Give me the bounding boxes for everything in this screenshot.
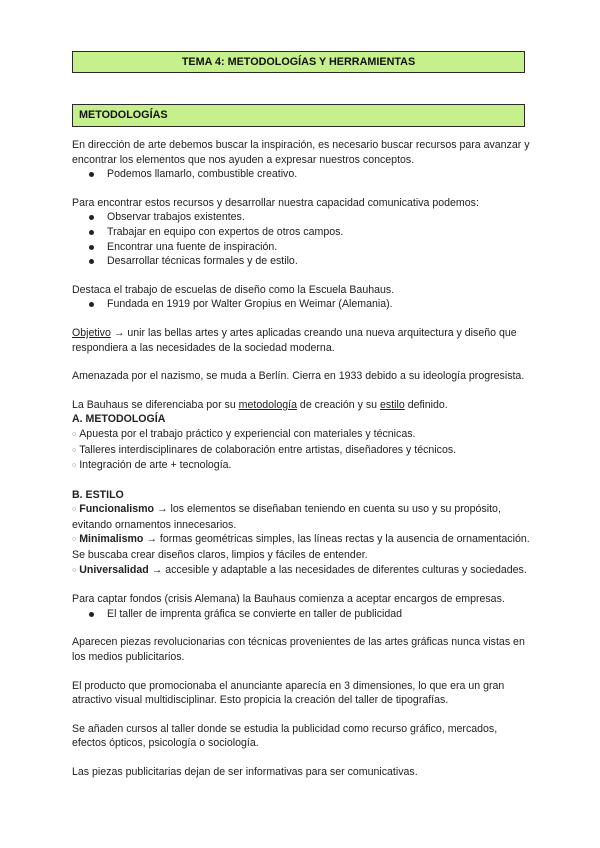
list-item: Fundada en 1919 por Walter Gropius en Weimar (Alemania).	[72, 297, 532, 312]
list-item: Podemos llamarlo, combustible creativo.	[72, 167, 532, 182]
circle-bullet-icon: ○	[72, 566, 77, 574]
bullet-icon	[89, 215, 94, 220]
section-heading: METODOLOGÍAS	[72, 104, 525, 127]
paragraph-inspiracion: En dirección de arte debemos buscar la inspiración, es necesario buscar recursos para avanzar y encontrar los elementos que nos ayuden a expresar nuestros conceptos.	[72, 139, 530, 166]
arrow-icon: →	[146, 533, 157, 546]
circle-bullet-icon: ○	[72, 446, 77, 454]
list-item: Observar trabajos existentes.	[72, 210, 532, 225]
subheading-metodologia: A. METODOLOGÍA	[72, 413, 166, 426]
list-item: ○ Talleres interdisciplinares de colaboración entre artistas, diseñadores y técnicos.	[72, 443, 457, 456]
paragraph-producto: El producto que promocionaba el anunciante aparecía en 3 dimensiones, lo que era un gran atractivo visual multidisciplinar. Esto propicia la creación del taller de tipografías.	[72, 679, 505, 707]
paragraph-cursos: Se añaden cursos al taller donde se estudia la publicidad como recurso gráfico, mercados, efectos ópticos, psicología o sociología.	[72, 722, 498, 750]
bullet-list-2	[72, 210, 532, 268]
list-item: Trabajar en equipo con expertos de otros campos.	[72, 225, 532, 240]
paragraph-piezas: Aparecen piezas revolucionarias con técnicas provenientes de las artes gráficas nunca vistas en los medios publicitarios.	[72, 636, 525, 664]
paragraph-nazismo: Amenazada por el nazismo, se muda a Berlín. Cierra en 1933 debido a su ideología progresista.	[72, 370, 525, 383]
list-item: ○ Funcionalismo → los elementos se diseñaban teniendo en cuenta su uso y su propósito, evitando ornamentos innecesarios.	[72, 503, 501, 531]
list-item: El taller de imprenta gráfica se convierte en taller de publicidad	[72, 607, 532, 622]
list-item: ○ Universalidad → accesible y adaptable a las necesidades de diferentes culturas y sociedades.	[72, 563, 527, 576]
paragraph-comunicativas: Las piezas publicitarias dejan de ser informativas para ser comunicativas.	[72, 766, 418, 778]
bullet-list-4	[72, 607, 532, 622]
list-item: ○ Integración de arte + tecnología.	[72, 459, 232, 472]
bullet-icon	[89, 172, 94, 177]
arrow-icon: →	[156, 503, 168, 516]
bullet-icon	[89, 612, 94, 617]
objetivo-label: Objetivo	[72, 326, 111, 339]
bullet-list-3	[72, 297, 532, 312]
bullet-icon	[89, 230, 94, 235]
subheading-estilo: B. ESTILO	[72, 488, 124, 501]
bullet-list-1	[72, 167, 532, 182]
circle-bullet-icon: ○	[72, 536, 77, 544]
circle-bullet-icon: ○	[72, 462, 77, 470]
arrow-icon: →	[113, 326, 125, 339]
paragraph-bauhaus: Destaca el trabajo de escuelas de diseño como la Escuela Bauhaus.	[72, 283, 395, 296]
circle-bullet-icon: ○	[72, 506, 77, 514]
paragraph-recursos: Para encontrar estos recursos y desarrollar nuestra capacidad comunicativa podemos:	[72, 196, 479, 209]
list-item: Desarrollar técnicas formales y de estilo.	[72, 254, 532, 269]
paragraph-fondos: Para captar fondos (crisis Alemana) la Bauhaus comienza a aceptar encargos de empresas.	[72, 593, 505, 606]
paragraph-objetivo: Objetivo → unir las bellas artes y artes aplicadas creando una nueva arquitectura y diseño que respondiera a las necesidades de la sociedad moderna.	[72, 326, 517, 354]
circle-bullet-icon: ○	[72, 430, 77, 438]
document-title: TEMA 4: METODOLOGÍAS Y HERRAMIENTAS	[72, 51, 525, 73]
list-item: ○ Apuesta por el trabajo práctico y experiencial con materiales y técnicas.	[72, 427, 416, 440]
list-item: ○ Minimalismo → formas geométricas simples, las líneas rectas y la ausencia de ornamentación. Se buscaba crear diseños claros, limpios y fáciles de entender.	[72, 533, 530, 562]
arrow-icon: →	[151, 563, 163, 576]
estilo-link-text: estilo	[380, 398, 405, 411]
bullet-icon	[89, 302, 94, 307]
metodologia-link-text: metodología	[238, 398, 297, 411]
list-item: Encontrar una fuente de inspiración.	[72, 240, 532, 255]
bullet-icon	[89, 259, 94, 264]
document-body	[72, 138, 532, 780]
paragraph-diferenciaba: La Bauhaus se diferenciaba por su metodología de creación y su estilo definido.	[72, 398, 448, 411]
bullet-icon	[89, 245, 94, 250]
